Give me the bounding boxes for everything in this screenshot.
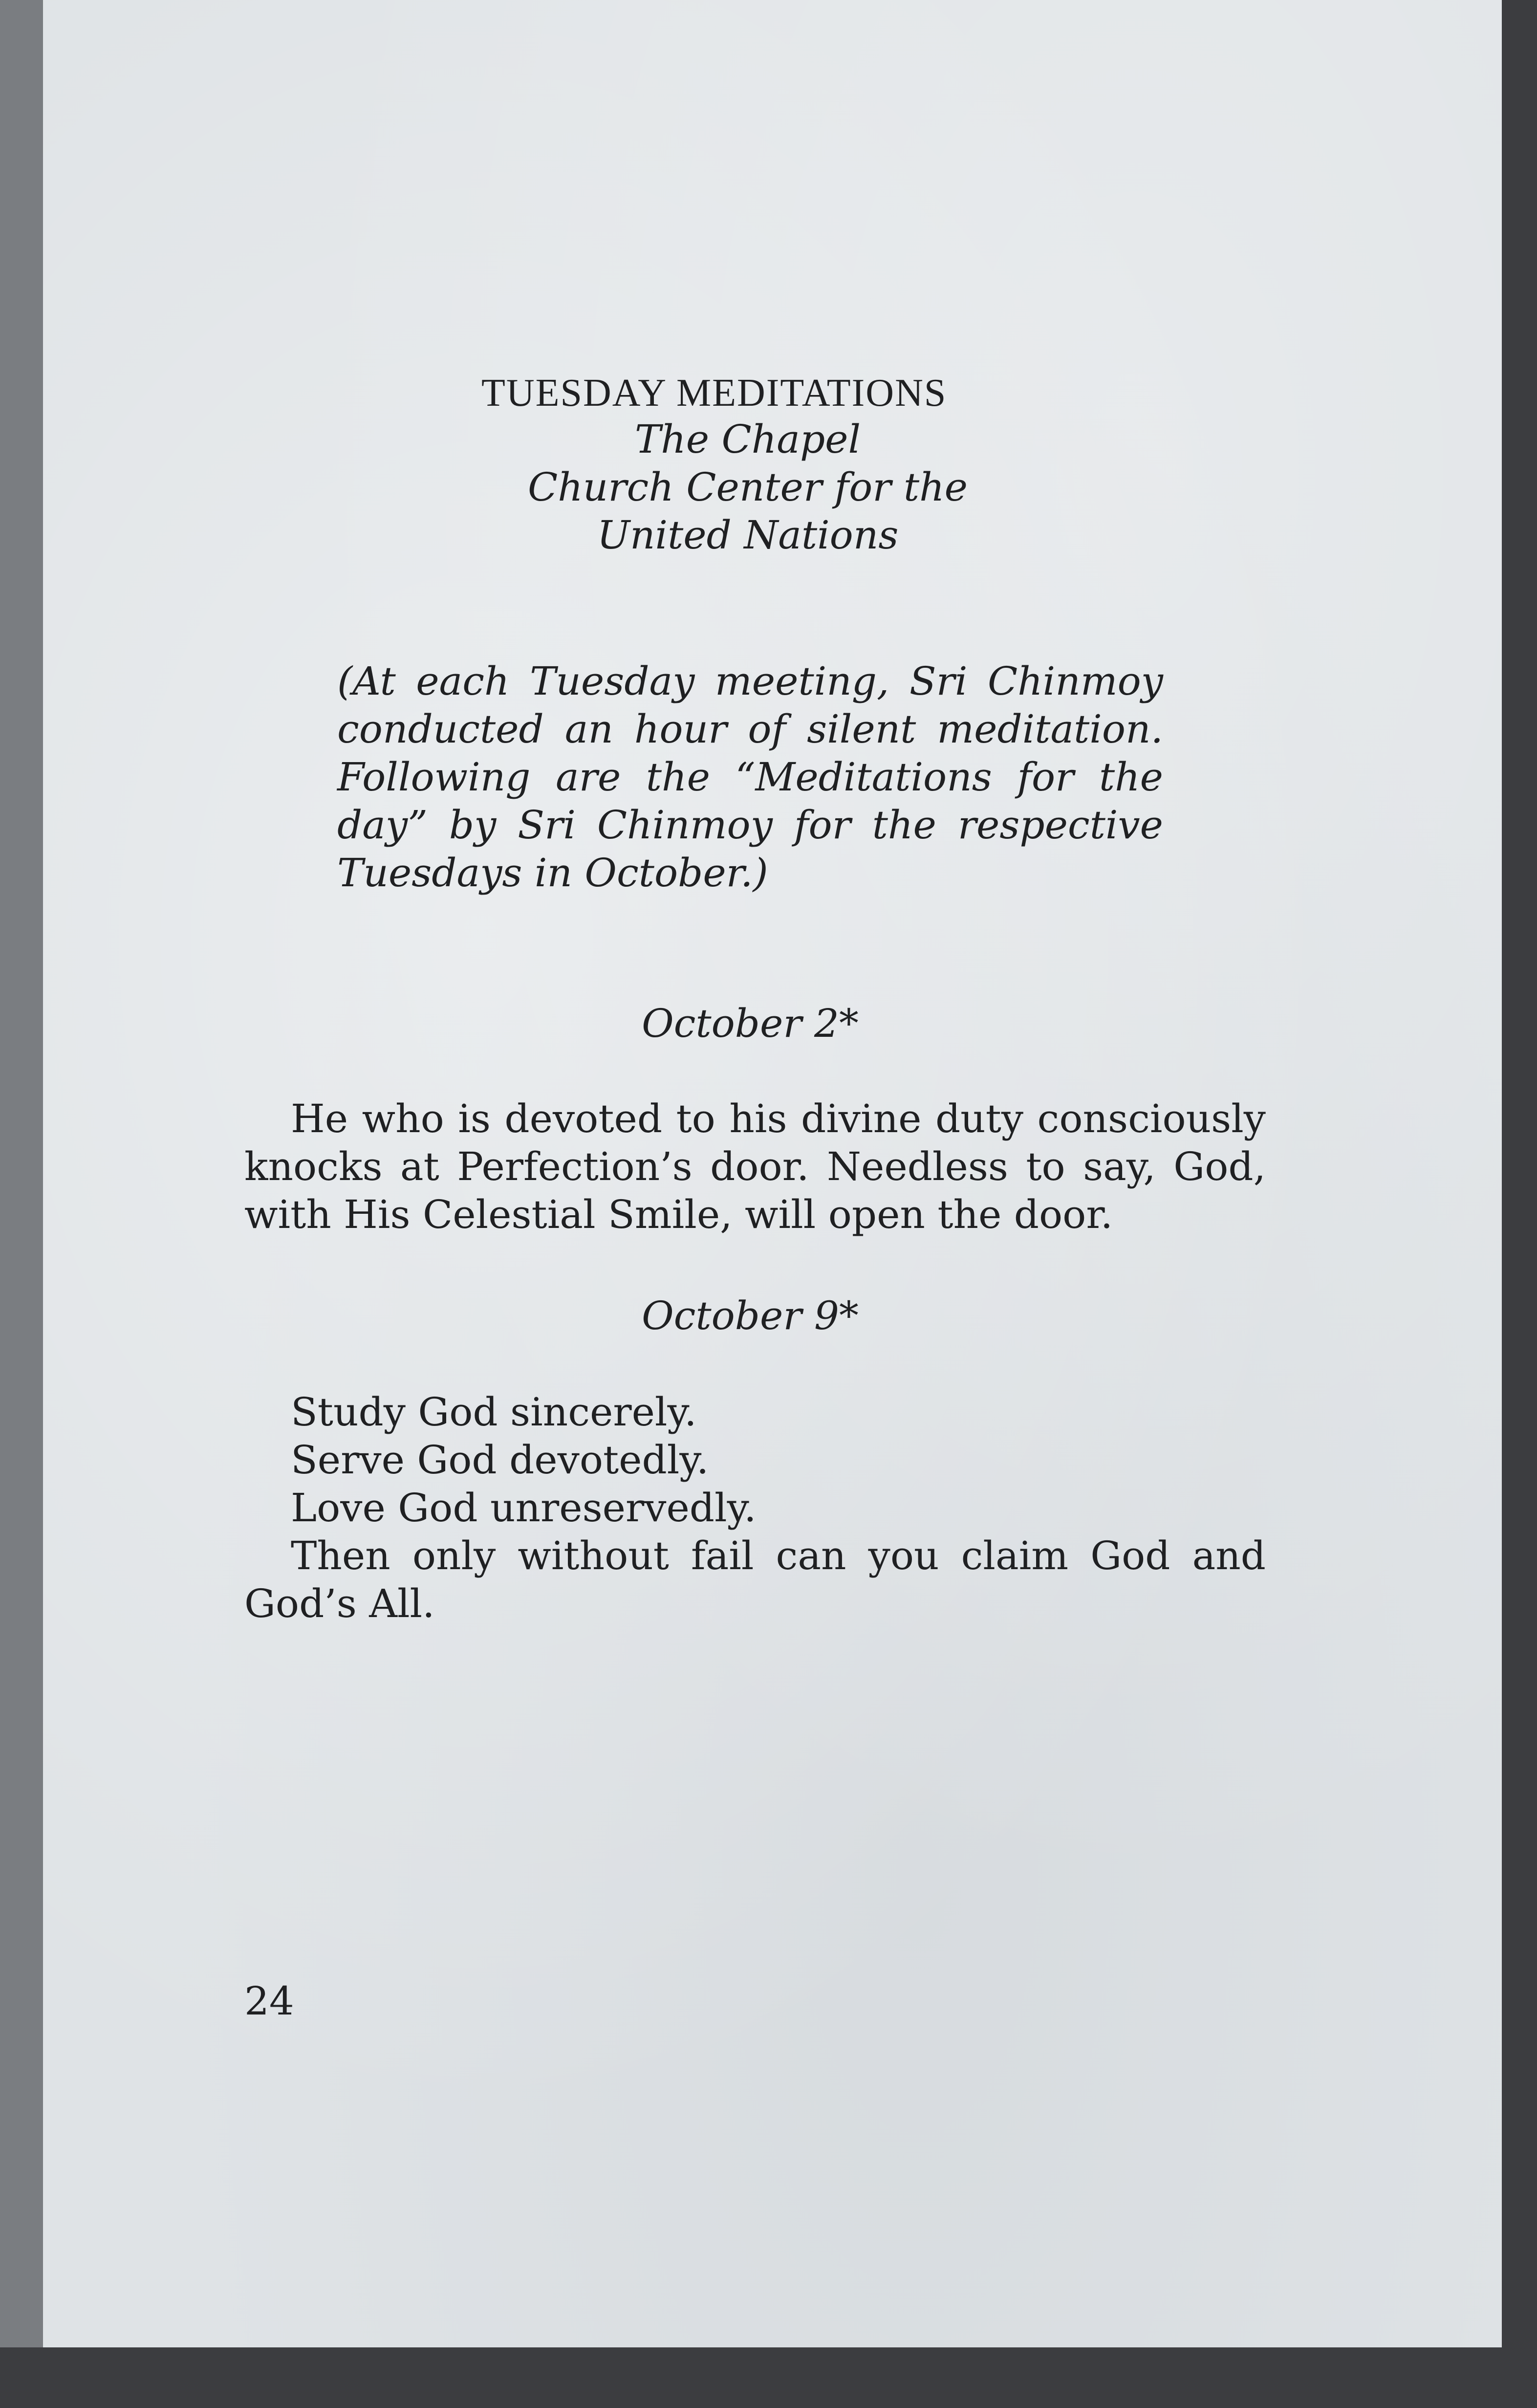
meditation-line: Then only without fail can you claim God and: [291, 1533, 1266, 1578]
meditation-line: Love God unreservedly.: [291, 1485, 757, 1531]
meditation-october-9: [244, 1388, 1266, 1628]
page-title: TUESDAY MEDITATIONS: [481, 372, 947, 415]
meditation-line: with His Celestial Smile, will open the door.: [244, 1192, 1113, 1237]
scan-right-edge: [1502, 0, 1537, 2408]
note-line: (At each Tuesday meeting, Sri Chinmoy: [337, 658, 1163, 704]
meditation-line: God’s All.: [244, 1581, 435, 1626]
entry-date-october-2: October 2*: [642, 1001, 859, 1046]
note-line: day” by Sri Chinmoy for the respective: [337, 802, 1163, 848]
page-number: 24: [244, 1978, 294, 2024]
meditation-line: Study God sincerely.: [291, 1389, 697, 1435]
meditation-line: knocks at Perfection’s door. Needless to say, God,: [244, 1144, 1266, 1189]
note-line: Tuesdays in October.): [337, 850, 768, 896]
note-line: Following are the “Meditations for the: [337, 754, 1163, 800]
introductory-note: [337, 657, 1163, 897]
meditation-october-2: [244, 1095, 1266, 1239]
meditation-line: Serve God devotedly.: [291, 1437, 709, 1483]
meditation-line: He who is devoted to his divine duty consciously: [291, 1096, 1266, 1141]
entry-date-october-9: October 9*: [642, 1293, 859, 1338]
location-line-3: United Nations: [597, 512, 899, 558]
location-line-1: The Chapel: [634, 416, 861, 462]
note-line: conducted an hour of silent meditation.: [337, 706, 1163, 752]
scan-bottom-edge: [0, 2347, 1537, 2408]
scan-left-margin: [0, 0, 43, 2408]
location-line-2: Church Center for the: [528, 464, 968, 510]
